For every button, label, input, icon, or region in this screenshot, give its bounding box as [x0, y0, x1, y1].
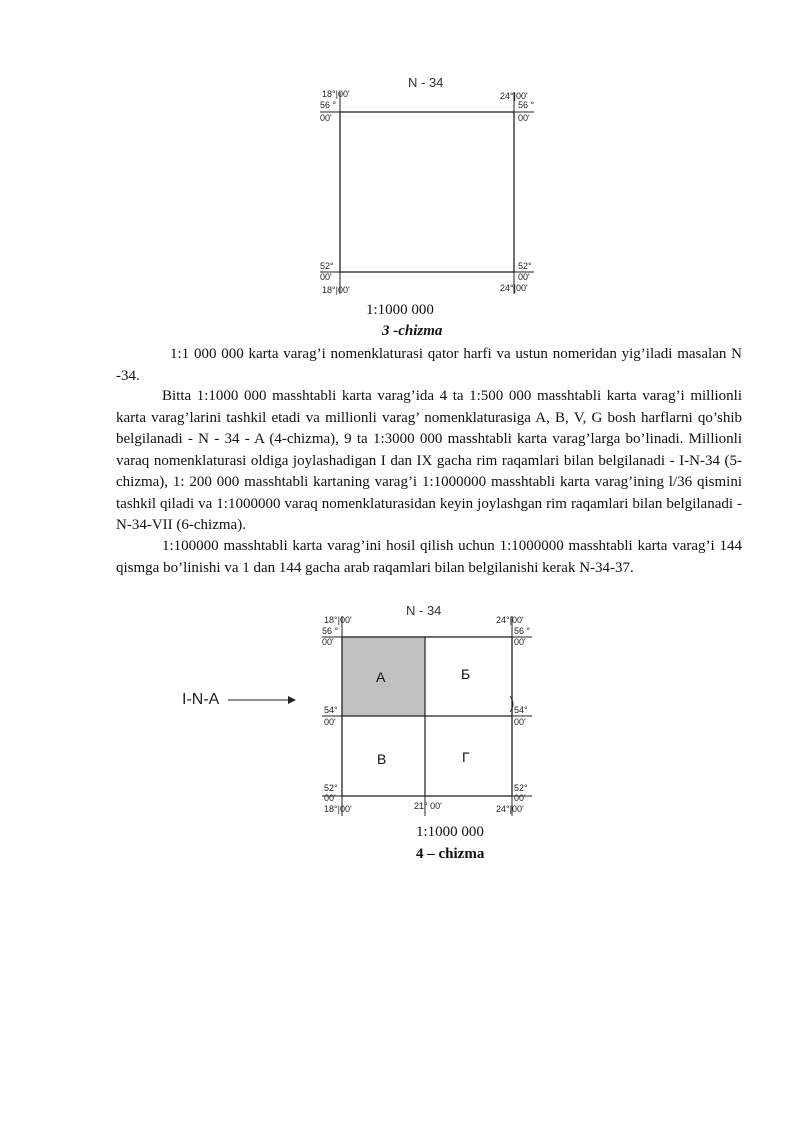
figure-4-sheet-label: N - 34 [406, 603, 442, 618]
fig3-tl-lon: 18°|00' [322, 89, 350, 99]
paragraph-2: Bitta 1:1000 000 masshtabli karta varag’ida 4 ta 1:500 000 masshtabli karta varag’i millionli karta varag’larini tashkil etadi va millionli varag’ nomenklaturasiga A, B, V, G bosh harflarni qo’shib belgilanadi - N - 34 - A (4-chizma), 9 ta 1:3000 000 masshtabli karta varag’larga bo’linadi. Millionli varaq nomenklaturasi oldiga joylashadigan I dan IX gacha rim raqamlari bilan belgilanadi - I-N-34 (5-chizma), 1: 200 000 masshtabli kartaning varag’i 1:1000000 masshtabli karta varag’ining l/36 qismini tashkil qiladi va 1:1000000 varaq nomenklaturasidan keyin joylashgan rim raqamlari bilan belgilanadi - N-34-VII (6-chizma). [116, 388, 742, 533]
fig4-bl-lat-deg: 52° [324, 783, 338, 793]
fig3-bl-lat-min: 00' [320, 272, 332, 282]
fig4-mr-lat-min: 00' [514, 717, 526, 727]
fig4-bl-lon: 18°|00' [324, 804, 352, 814]
fig4-br-lat-deg: 52° [514, 783, 528, 793]
fig3-bl-lon: 18°|00' [322, 285, 350, 295]
fig4-br-lon: 24°|00' [496, 804, 524, 814]
figure-4-caption: 4 – chizma [416, 846, 485, 862]
fig3-tr-lat-deg: 56 ° [518, 100, 535, 110]
quadrant-b-label: Б [461, 666, 471, 682]
fig3-br-lon: 24°|00' [500, 283, 528, 293]
fig4-tr-lon: 24°|00' [496, 615, 524, 625]
fig3-br-lat-deg: 52° [518, 261, 532, 271]
pointer-arrow [228, 694, 298, 706]
figure-3-caption: 3 -chizma [382, 323, 443, 339]
fig3-tr-lat-min: 00' [518, 113, 530, 123]
figure-4-scale: 1:1000 000 [416, 824, 484, 840]
fig4-bm-lon: 21° 00' [414, 801, 442, 811]
fig3-tl-lat-deg: 56 ° [320, 100, 337, 110]
fig4-tr-lat-deg: 56 ° [514, 626, 531, 636]
figure-3-diagram [300, 70, 560, 302]
paragraph-3: 1:100000 masshtabli karta varag’ini hosil qilish uchun 1:1000000 masshtabli karta varag’i 144 qismga bo’linishi va 1 dan 144 gacha arab raqamlari bilan belgilanishi kerak N-34-37. [116, 538, 742, 576]
fig4-ml-lat-deg: 54° [324, 705, 338, 715]
quadrant-v-label: В [377, 751, 387, 767]
fig3-bl-lat-deg: 52° [320, 261, 334, 271]
fig4-br-lat-min: 00' [514, 793, 526, 803]
figure-4-diagram [300, 600, 560, 822]
fig4-bl-lat-min: 00' [324, 793, 336, 803]
fig4-tr-lat-min: 00' [514, 637, 526, 647]
fig4-tl-lat-deg: 56 ° [322, 626, 339, 636]
figure-3-scale: 1:1000 000 [366, 302, 434, 318]
fig3-br-lat-min: 00' [518, 272, 530, 282]
quadrant-g-label: Г [462, 749, 470, 765]
fig3-tr-lon: 24°|00' [500, 91, 528, 101]
fig4-mr-lat-deg: 54° [514, 705, 528, 715]
figure-3-sheet-label: N - 34 [408, 75, 444, 90]
fig4-tl-lat-min: 00' [322, 637, 334, 647]
fig4-tl-lon: 18°|00' [324, 615, 352, 625]
fig4-ml-lat-min: 00' [324, 717, 336, 727]
fig3-tl-lat-min: 00' [320, 113, 332, 123]
pointer-label: I-N-A [182, 691, 220, 708]
paragraph-1: 1:1 000 000 karta varag’i nomenklaturasi qator harfi va ustun nomeridan yig’iladi masalan N -34. [116, 346, 742, 384]
quadrant-a-label: А [376, 669, 386, 685]
